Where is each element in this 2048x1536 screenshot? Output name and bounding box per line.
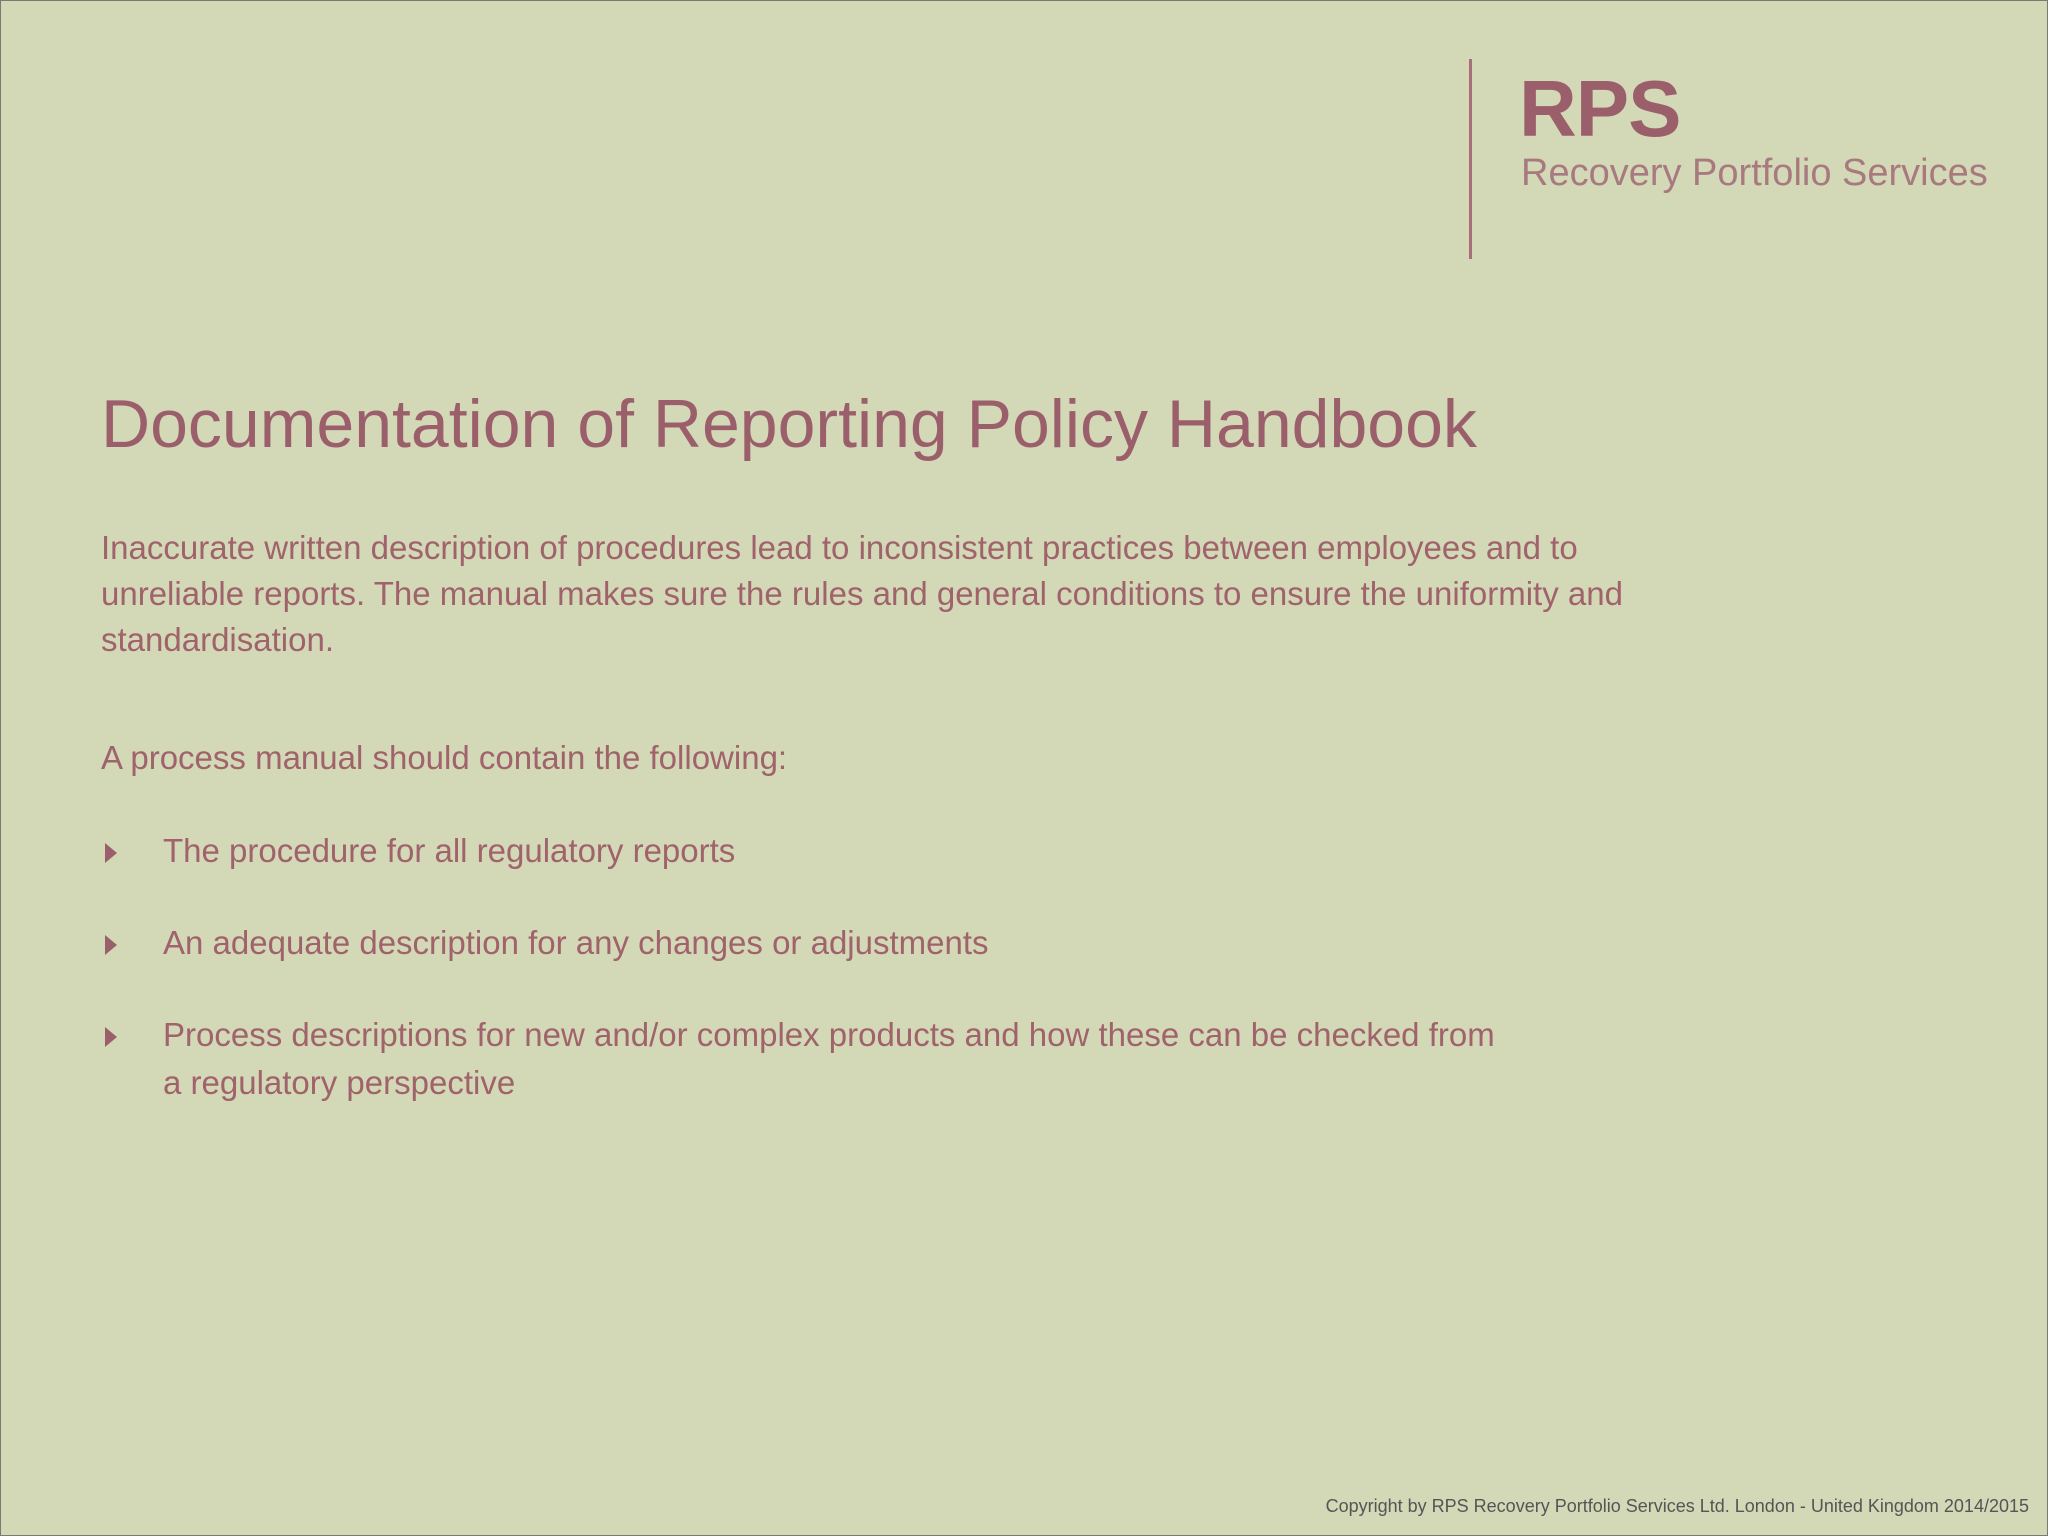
logo-abbreviation: RPS [1519, 64, 1681, 153]
copyright-footer: Copyright by RPS Recovery Portfolio Services Ltd. London - United Kingdom 2014/2015 [1325, 1496, 2029, 1516]
logo-divider [1469, 59, 1472, 259]
list-lead-text: A process manual should contain the following: [101, 739, 788, 776]
bullet-item [101, 1011, 1501, 1107]
bullet-item [101, 827, 1501, 875]
company-logo [1469, 59, 2029, 259]
bullet-text: Process descriptions for new and/or complex products and how these can be checked from a regulatory perspective [163, 1016, 1495, 1101]
bullet-item [101, 919, 1501, 967]
logo-company-name: Recovery Portfolio Services [1521, 152, 1988, 194]
bullet-list [101, 827, 1501, 1151]
slide-title: Documentation of Reporting Policy Handbook [101, 386, 1477, 462]
triangle-right-icon [105, 843, 117, 863]
triangle-right-icon [105, 1027, 117, 1047]
triangle-right-icon [105, 935, 117, 955]
intro-paragraph: Inaccurate written description of procedures lead to inconsistent practices between employees and to unreliable reports. The manual makes sure the rules and general conditions to ensure the uniformity and standardisation. [101, 529, 1623, 658]
bullet-text: An adequate description for any changes or adjustments [163, 924, 989, 961]
bullet-text: The procedure for all regulatory reports [163, 832, 736, 869]
